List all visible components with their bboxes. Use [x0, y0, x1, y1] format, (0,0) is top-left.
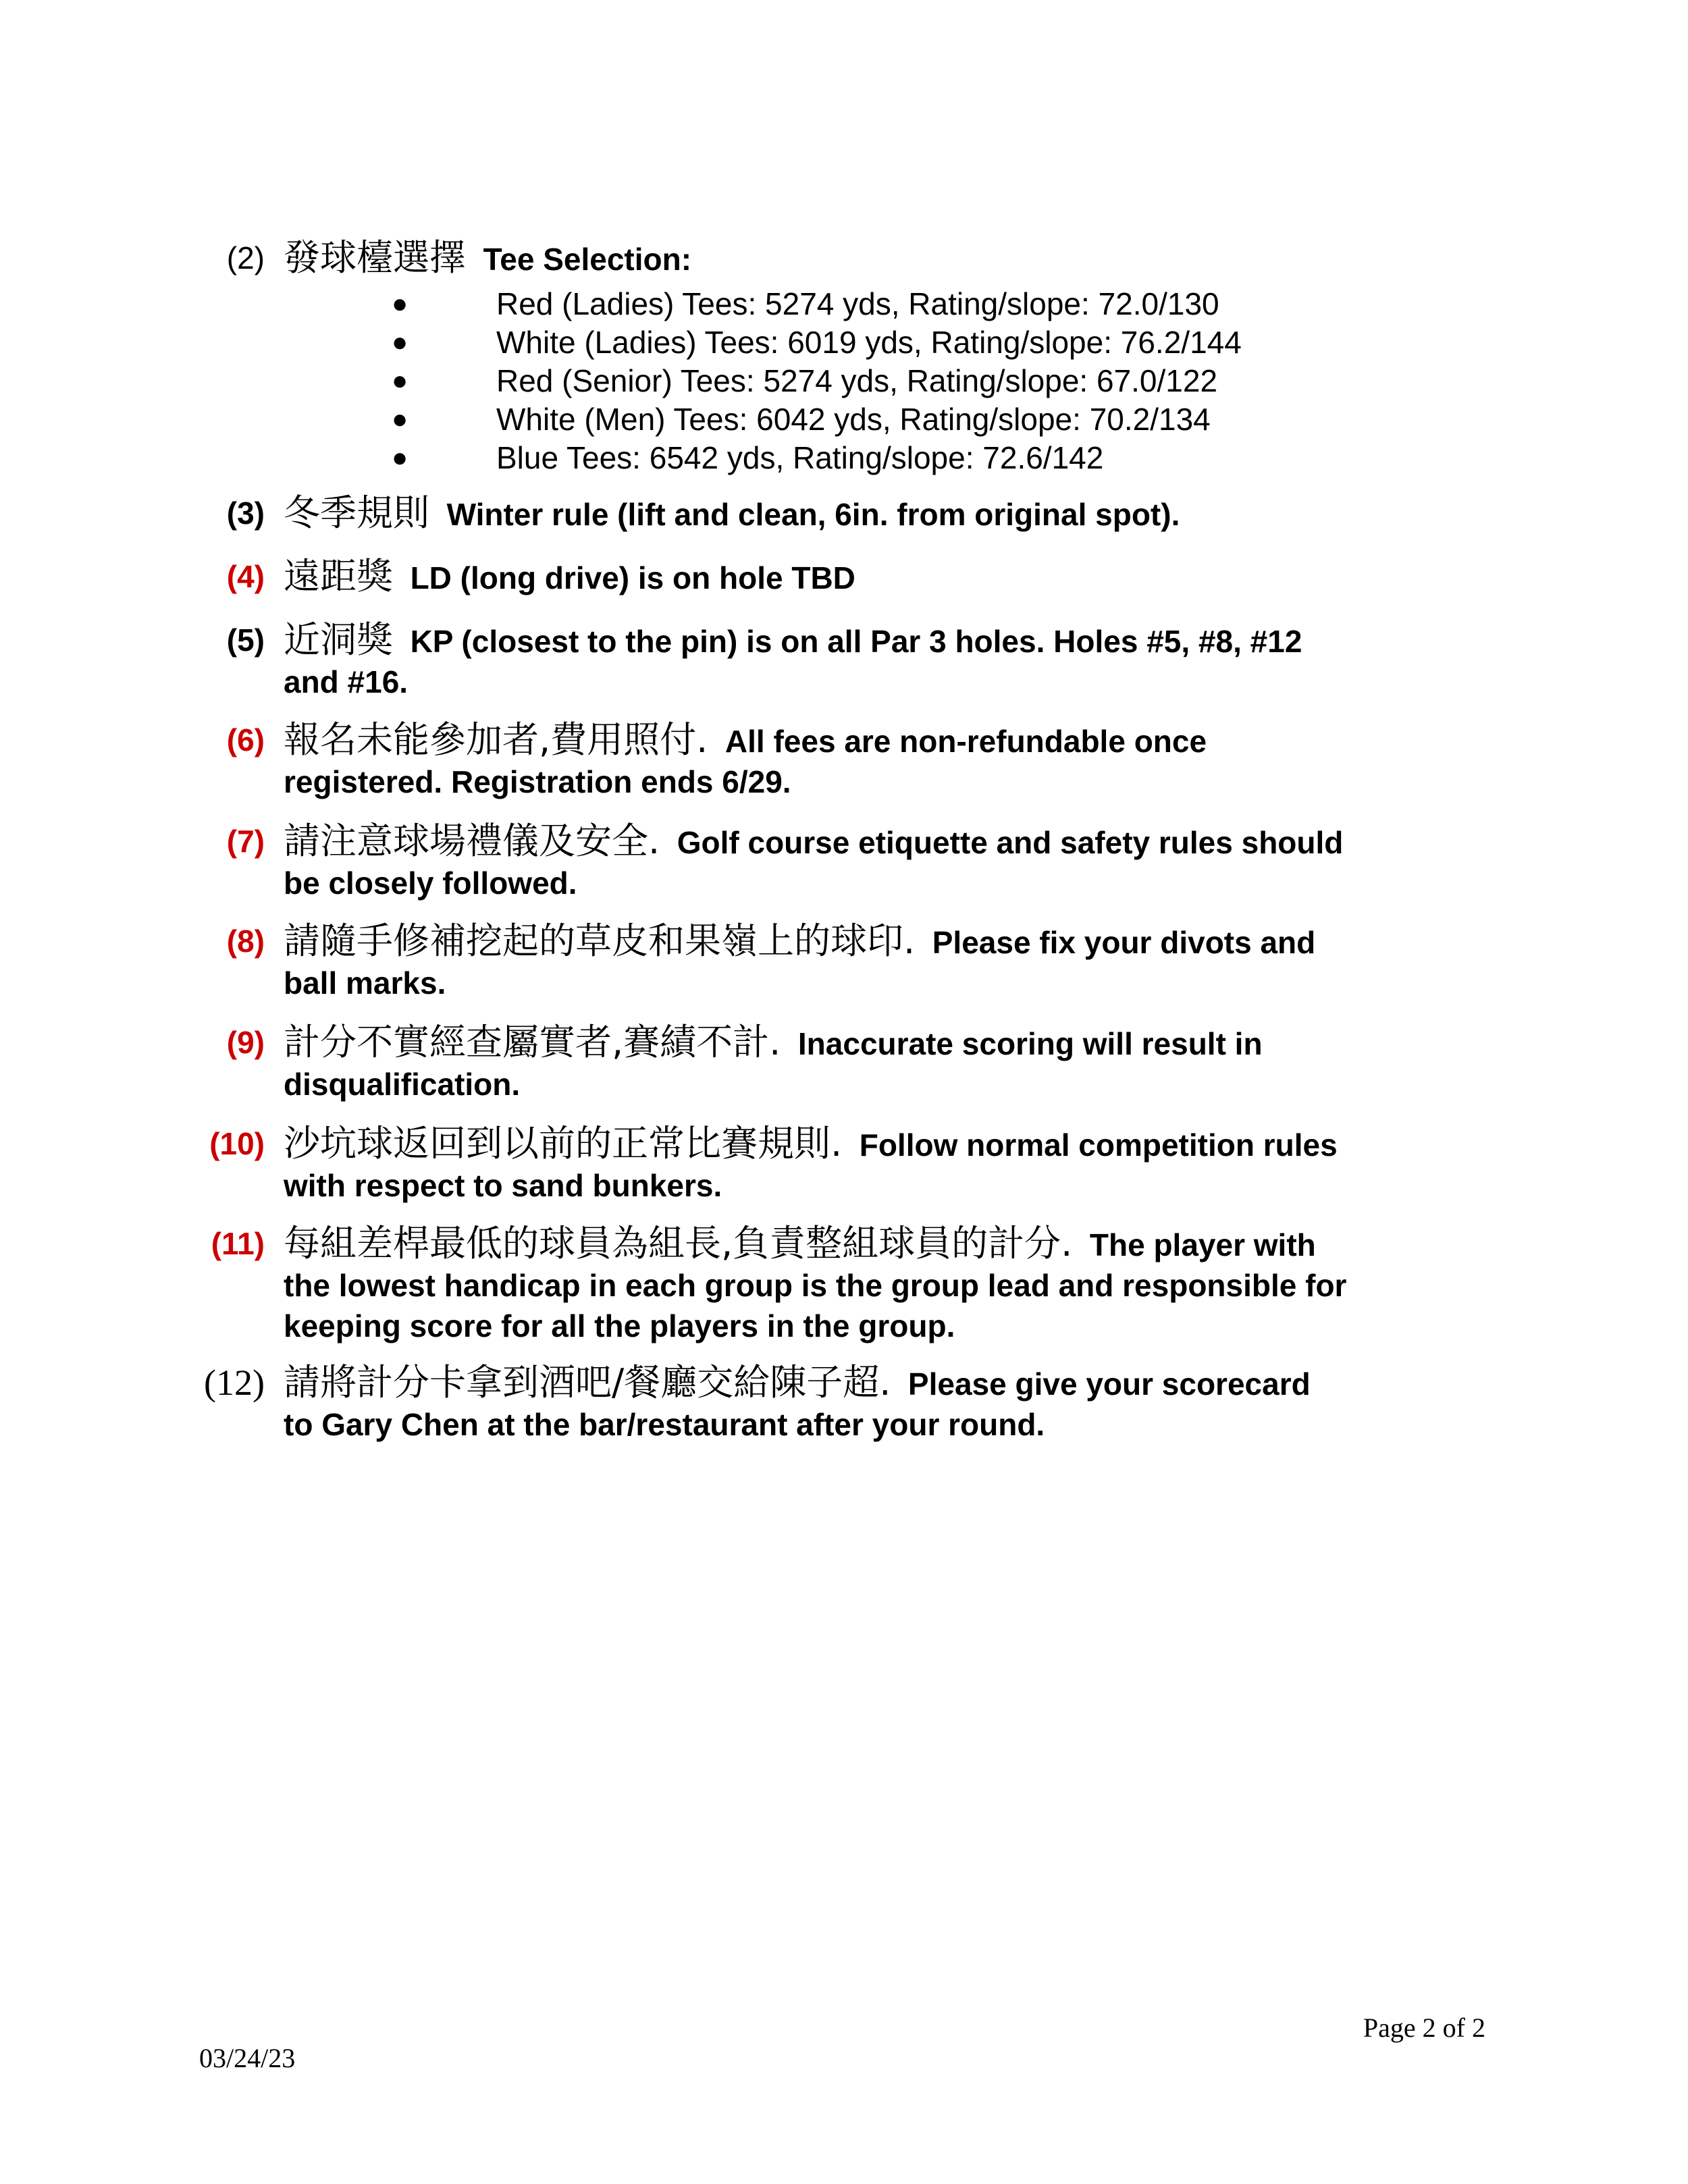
item-7-etiquette	[226, 820, 1499, 903]
item-english-text: The player with	[1089, 1227, 1316, 1262]
item-chinese-text: 每組差桿最低的球員為組長,負責整組球員的計分.	[284, 1222, 1073, 1264]
list-item: ● Blue Tees: 6542 yds, Rating/slope: 72.6/142	[392, 439, 1242, 477]
item-number: (3)	[226, 496, 265, 531]
item-continuation: ball marks.	[284, 965, 446, 1001]
item-english-text: All fees are non-refundable once	[724, 724, 1207, 759]
item-chinese-text: 計分不實經查屬實者,賽績不計.	[284, 1021, 781, 1063]
item-2-tee-selection	[226, 236, 1499, 279]
item-chinese-text: 遠距獎	[284, 555, 393, 597]
item-english-text: Please fix your divots and	[932, 925, 1316, 960]
item-number: (2)	[226, 240, 265, 275]
item-number: (6)	[226, 722, 265, 757]
list-item: ● Red (Ladies) Tees: 5274 yds, Rating/slope: 72.0/130	[392, 285, 1242, 323]
item-9-scoring	[226, 1021, 1499, 1104]
item-english-text: Please give your scorecard	[907, 1366, 1311, 1402]
item-continuation: disqualification.	[284, 1067, 521, 1102]
item-4-long-drive	[226, 555, 1499, 598]
item-english-text: Golf course etiquette and safety rules should	[677, 825, 1344, 860]
item-chinese-text: 請注意球場禮儀及安全.	[284, 820, 660, 862]
list-item: ● Red (Senior) Tees: 5274 yds, Rating/slope: 67.0/122	[392, 362, 1242, 400]
item-10-sand-bunkers	[209, 1122, 1499, 1206]
item-continuation: the lowest handicap in each group is the group lead and responsible for	[284, 1268, 1347, 1303]
item-number: (7)	[226, 824, 265, 859]
document-date: 03/24/23	[199, 2043, 296, 2073]
bullet-icon: ●	[392, 366, 408, 396]
item-chinese-text: 發球檯選擇	[284, 236, 466, 279]
item-number: (5)	[226, 622, 265, 658]
page-number: Page 2 of 2	[1363, 2013, 1485, 2043]
list-item: ● White (Men) Tees: 6042 yds, Rating/slope: 70.2/134	[392, 400, 1242, 439]
item-number: (4)	[226, 559, 265, 594]
item-english-text: KP (closest to the pin) is on all Par 3 holes. Holes #5, #8, #12	[410, 624, 1302, 659]
bullet-icon: ●	[392, 327, 408, 357]
item-continuation: and #16.	[284, 664, 408, 699]
item-number: (12)	[204, 1362, 265, 1403]
bullet-icon: ●	[392, 443, 408, 473]
item-english-text: Follow normal competition rules	[859, 1127, 1338, 1163]
item-number: (8)	[226, 924, 265, 959]
item-english-text: Tee Selection:	[483, 242, 692, 277]
item-continuation: with respect to sand bunkers.	[284, 1168, 722, 1203]
item-english-text: Winter rule (lift and clean, 6in. from original spot).	[446, 497, 1180, 532]
item-3-winter-rule	[226, 491, 1499, 535]
item-8-divots	[226, 920, 1499, 1003]
item-continuation: to Gary Chen at the bar/restaurant after your round.	[284, 1407, 1045, 1442]
list-item: ● White (Ladies) Tees: 6019 yds, Rating/slope: 76.2/144	[392, 323, 1242, 362]
bullet-icon: ●	[392, 289, 408, 319]
item-english-text: LD (long drive) is on hole TBD	[410, 560, 855, 595]
item-chinese-text: 沙坑球返回到以前的正常比賽規則.	[284, 1122, 843, 1165]
item-number: (10)	[209, 1126, 265, 1161]
bullet-icon: ●	[392, 404, 408, 434]
item-chinese-text: 近洞獎	[284, 618, 393, 661]
item-5-closest-to-pin	[226, 618, 1499, 702]
item-6-fees	[226, 718, 1499, 802]
item-chinese-text: 冬季規則	[284, 491, 429, 534]
item-number: (9)	[226, 1025, 265, 1060]
item-english-text: Inaccurate scoring will result in	[797, 1026, 1263, 1061]
item-chinese-text: 請隨手修補挖起的草皮和果嶺上的球印.	[284, 920, 916, 962]
item-continuation: be closely followed.	[284, 865, 577, 901]
item-chinese-text: 報名未能參加者,費用照付.	[284, 718, 708, 761]
item-12-scorecard	[204, 1361, 1499, 1445]
item-chinese-text: 請將計分卡拿到酒吧/餐廳交給陳子超.	[284, 1361, 891, 1404]
item-number: (11)	[211, 1226, 265, 1261]
item-continuation: keeping score for all the players in the group.	[284, 1308, 955, 1343]
item-11-group-lead	[211, 1222, 1499, 1346]
tee-list	[392, 285, 1242, 477]
item-continuation: registered. Registration ends 6/29.	[284, 764, 791, 799]
